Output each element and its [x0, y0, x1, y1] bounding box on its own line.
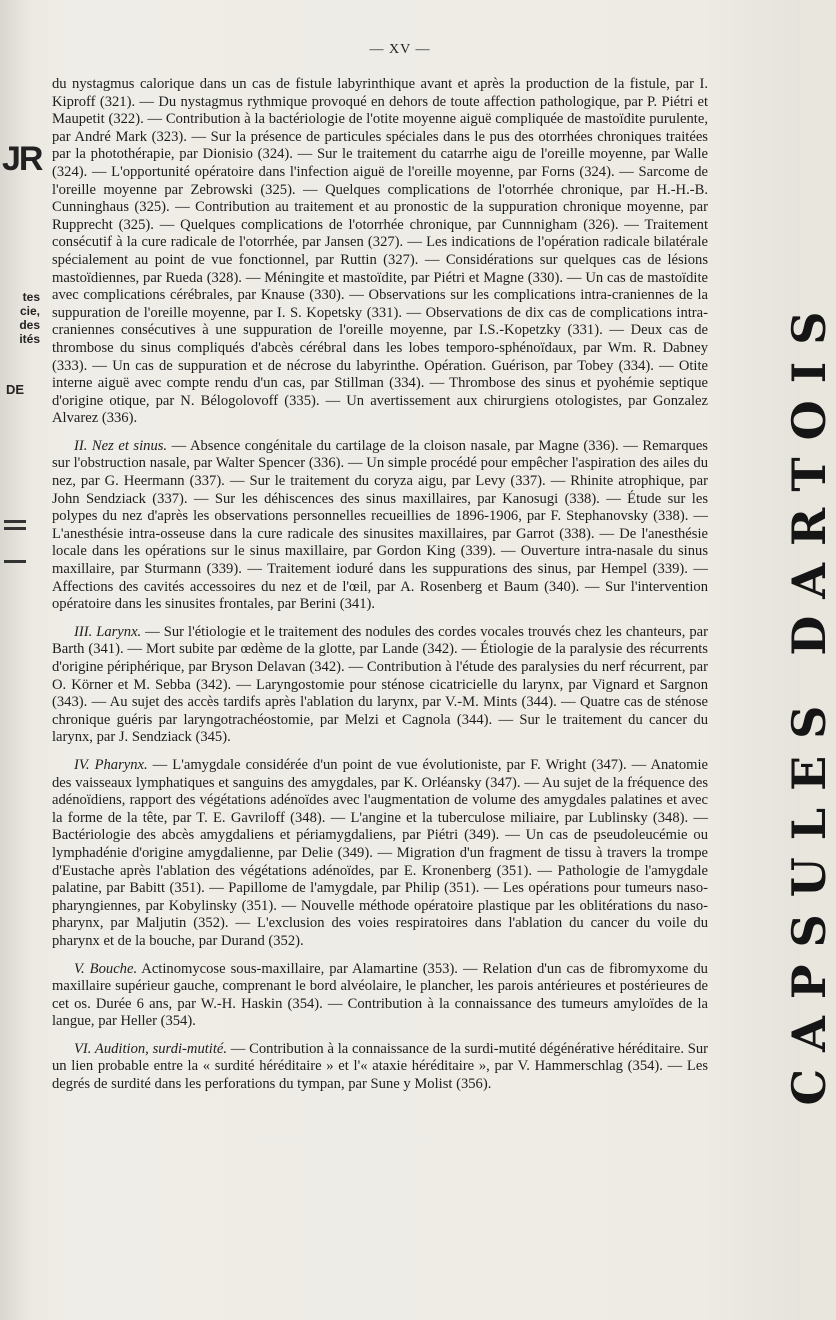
paragraph-text: Actinomycose sous-maxillaire, par Alamartine (353). — Relation d'un cas de fibromyxome du maxillaire supérieur gauche, comprenant le bord alvéolaire, le plancher, les parois antérieures et postérieures de cet os. Durée 6 ans, par W.-H. Haskin (354). — Contribution à la connaissance des tumeurs amyloïdes de la langue, par Heller (354). — [52, 960, 708, 1030]
paragraph-text: — Contribution à la connaissance de la surdi-mutité dégénérative héréditaire. Sur un lien probable entre la « surdité héréditaire » et l'« ataxie héréditaire », par V. Hammerschlag (354). — Les degrés de surdité dans les perforations du tympan, par Sune y Molist (356). — [52, 1040, 708, 1093]
margin-fragment-line: des — [19, 318, 40, 332]
margin-rule — [4, 560, 26, 563]
margin-fragment-line: cie, — [19, 304, 40, 318]
margin-rule — [4, 527, 26, 530]
margin-fragment-line: ités — [19, 332, 40, 346]
paragraph-bouche — [52, 961, 708, 1031]
margin-fragment-big: JR — [2, 140, 42, 178]
body-text — [52, 76, 708, 1104]
margin-fragment-de: DE — [6, 382, 25, 397]
paragraph-text: du nystagmus calorique dans un cas de fistule labyrinthique avant et après la production de la fistule, par I. Kiproff (321). — Du nystagmus rythmique provoqué en dehors de toute affection pathologique, par P. Piétri et Maupetit (322). — Contribution à la bactériologie de l'otite moyenne aiguë compliquée de mastoïdite purulente, par André Mark (323). — Sur la présence de particules spéciales dans le pus des otorrhées chroniques traitées par la photothérapie, par Dionisio (324). — Sur le traitement du catarrhe aigu de l'oreille moyenne, par Walle (324). — L'opportunité opératoire dans l'infection aiguë de l'oreille moyenne, par Forns (324). — Sarcome de l'oreille moyenne par Zebrowski (325). — Quelques complications de l'otorrhée chronique, par H.-H.-B. Cunninghaus (325). — Contribution au traitement et au pronostic de la suppuration chronique moyenne, par Rupprecht (325). — Quelques complications de l'otorrhée chronique, par Cunnnigham (326). — Traitement consécutif à la cure radicale de l'otorrhée, par Jansen (327). — Les indications de l'opération radicale bilatérale spécialement au point de vue fonctionnel, par Ruttin (327). — Considérations sur quelques cas de lésions mastoïdiennes, par Rueda (328). — Méningite et mastoïdite, par Piétri et Magne (330). — Un cas de mastoïdite avec complications cérébrales, par Knause (330). — Observations sur les complications intra-craniennes de la suppuration de l'oreille moyenne, par I. S. Kopetsky (331). — Observations de dix cas de complications intra-craniennes consécutives à une suppuration de l'oreille moyenne, par I.S.-Kopetzky (331). — Deux cas de thrombose du sinus compliqués d'abcès cérébral dans les lobes temporo-sphénoïdaux, par Wm. R. Dabney (333). — Un cas de suppuration et de nécrose du labyrinthe. Opération. Guérison, par Tobey (334). — Otite interne aiguë avec compte rendu d'un cas, par Stillman (334). — Thrombose des sinus et pyohémie septique d'origine otique, par N. Bélogolovoff (335). — Un avertissement aux chirurgiens otologistes, par Gonzalez Alvarez (336). — [52, 76, 708, 427]
margin-fragment-line: tes — [22, 290, 40, 304]
paragraph-nez-sinus — [52, 438, 708, 614]
paragraph-larynx — [52, 624, 708, 747]
paragraph-text: — Sur l'étiologie et le traitement des nodules des cordes vocales trouvés chez les chanteurs, par Barth (341). — Mort subite par œdème de la glotte, par Lande (342). — Étiologie de la paralysie des récurrents d'origine périphérique, par Bryson Delavan (342). — Contribution à l'étude des paralysies du nerf récurrent, par O. Körner et M. Sebba (342). — Laryngostomie pour sténose cicatricielle du larynx, par Vignard et Sargnon (343). — Au sujet des accès tardifs après l'ablation du larynx, par V.-M. Mints (344). — Quatre cas de sténose chronique guéris par laryngotrachéostomie, par Melzi et Cagnola (344). — Sur le traitement du cancer du larynx, par J. Sendziack (345). — [52, 623, 708, 746]
section-label: IV. Pharynx. — [74, 756, 148, 773]
left-margin-fragment — [0, 0, 46, 1320]
paragraph-text: — Absence congénitale du cartilage de la cloison nasale, par Magne (336). — Remarques sur l'obstruction nasale, par Walter Spencer (336). — Un simple procédé pour empêcher l'aspiration des ailes du nez, par G. Heermann (337). — Sur le traitement du coryza aigu, par Levy (337). — Rhinite atrophique, par John Sendziack (337). — Sur les déhiscences des sinus maxillaires, par Kanosugi (338). — Étude sur les polypes du nez d'après les observations personnelles recueillies de 1896-1906, par F. Stephanovsky (338). — L'anesthésie intra-osseuse dans la cure radicale des sinusites maxillaires, par Garrot (338). — De l'anesthésie locale dans les opérations sur le sinus maxillaire, par Gordon King (339). — Ouverture intra-nasale du sinus maxillaire, par Sturmann (339). — Traitement ioduré dans les suppurations des sinus, par Hempel (339). — Affections des cavités accessoires du nez et de l'œil, par A. Rosenberg et Baum (340). — Sur l'intervention opératoire dans les sinusites frontales, par Berini (341). — [52, 437, 708, 613]
page-number: — XV — — [369, 42, 431, 57]
vertical-title: CAPSULES DARTOIS — [782, 294, 836, 1106]
section-label: V. Bouche. — [74, 960, 138, 977]
paragraph-text: — L'amygdale considérée d'un point de vue évolutioniste, par F. Wright (347). — Anatomie des vaisseaux lymphatiques et sanguins des amygdales, par K. Orléansky (347). — Au sujet de la fréquence des adénoïdiens, rapport des végétations adénoïdes avec l'augmentation de volume des amygdales palatines et avec la forme de la tête, par T. E. Gavriloff (348). — L'angine et la tuberculose miliaire, par Lublinsky (348). — Bactériologie des abcès amygdaliens et périamygdaliens, par Piétri (349). — Un cas de pseudoleucémie ou lymphadénie d'origine amygdalienne, par Delie (349). — Migration d'un fragment de tissu à travers la trompe d'Eustache après l'ablation des végétations adénoïdes, par E. Kronenberg (351). — Pathologie de l'amygdale palatine, par Babitt (351). — Papillome de l'amygdale, par Philip (351). — Les opérations pour tumeurs naso-pharyngiennes, par Kobylinsky (351). — Nouvelle méthode opératoire plastique par les oblitérations du naso-pharynx, par Maljutin (352). — L'exclusion des voies respiratoires dans l'ablation du cancer du voile du pharynx et de la bouche, par Durand (352). — [52, 756, 708, 949]
paragraph-pharynx — [52, 757, 708, 951]
section-label: III. Larynx. — [74, 623, 142, 640]
paragraph-audition — [52, 1041, 708, 1094]
margin-rule — [4, 520, 26, 523]
vertical-advertisement — [730, 250, 836, 1150]
section-label: II. Nez et sinus. — [74, 437, 168, 454]
section-label: VI. Audition, surdi-mutité. — [74, 1040, 228, 1057]
paragraph-otologie — [52, 76, 708, 428]
